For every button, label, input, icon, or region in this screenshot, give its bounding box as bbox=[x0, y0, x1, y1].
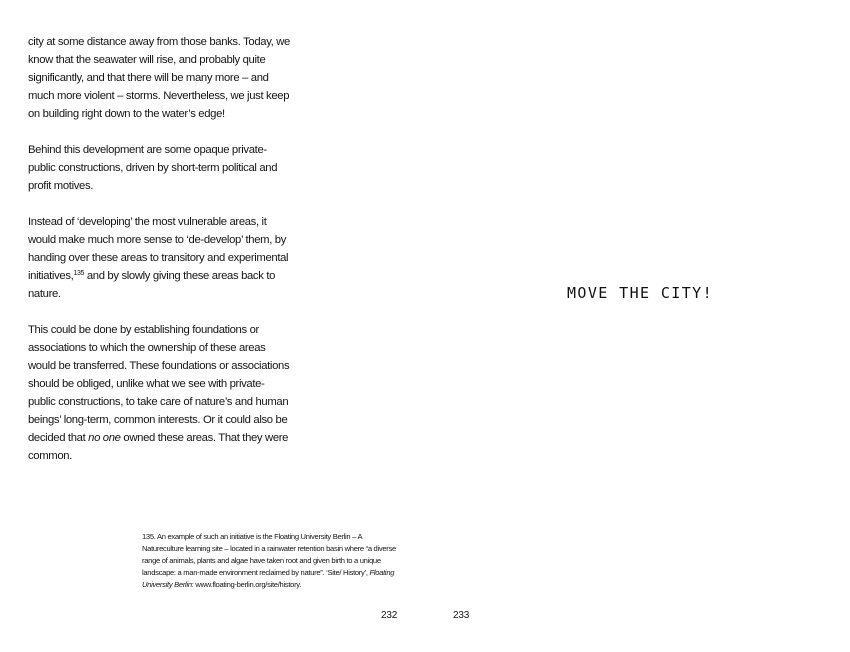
footnote-reference: 135 bbox=[73, 270, 85, 277]
paragraph-2: Behind this development are some opaque private-public constructions, driven by short-term political and profit motives. bbox=[28, 144, 278, 192]
section-heading: MOVE THE CITY! bbox=[567, 284, 714, 302]
footnote-source-title: Floating University Berlin bbox=[142, 568, 395, 589]
footnote bbox=[142, 531, 398, 591]
footnote-text: 135. An example of such an initiative is the Floating University Berlin – A Natureculture learning site – located in a rainwater retention basin where “a diverse range of animals, plants and algae have taken root and given birth to a unique landscape: a man-made environment reclaimed by nature”. ‘Site/ History’, bbox=[142, 532, 396, 577]
paragraph-4 bbox=[28, 321, 290, 465]
paragraph-4-text: This could be done by establishing foundations or associations to which the ownership of these areas would be transferred. These foundations or associations should be obliged, unlike what we see with private-public constructions, to take care of nature’s and human beings’ long-term, common interests. Or it could also be decided that bbox=[28, 324, 290, 444]
paragraph-3 bbox=[28, 213, 290, 303]
page-number-left: 232 bbox=[381, 610, 398, 621]
paragraph-1: city at some distance away from those banks. Today, we know that the seawater will rise, and probably quite significantly, and that there will be many more – and much more violent – storms. Nevertheless, we just keep on building right down to the water’s edge! bbox=[28, 36, 290, 120]
paragraph-4-emphasis: no one bbox=[88, 432, 121, 444]
paragraph-4-continuation: owned these areas. That they were common. bbox=[28, 432, 289, 462]
paragraph-3-text: Instead of ‘developing’ the most vulnerable areas, it would make much more sense to ‘de-develop’ them, by handing over these areas to transitory and experimental initiatives, bbox=[28, 216, 289, 282]
body-text bbox=[28, 33, 290, 483]
page-number-right: 233 bbox=[453, 610, 470, 621]
footnote-url: : www.floating-berlin.org/site/history. bbox=[191, 580, 302, 589]
right-page bbox=[425, 0, 850, 652]
paragraph-3-continuation: and by slowly giving these areas back to nature. bbox=[28, 270, 276, 300]
